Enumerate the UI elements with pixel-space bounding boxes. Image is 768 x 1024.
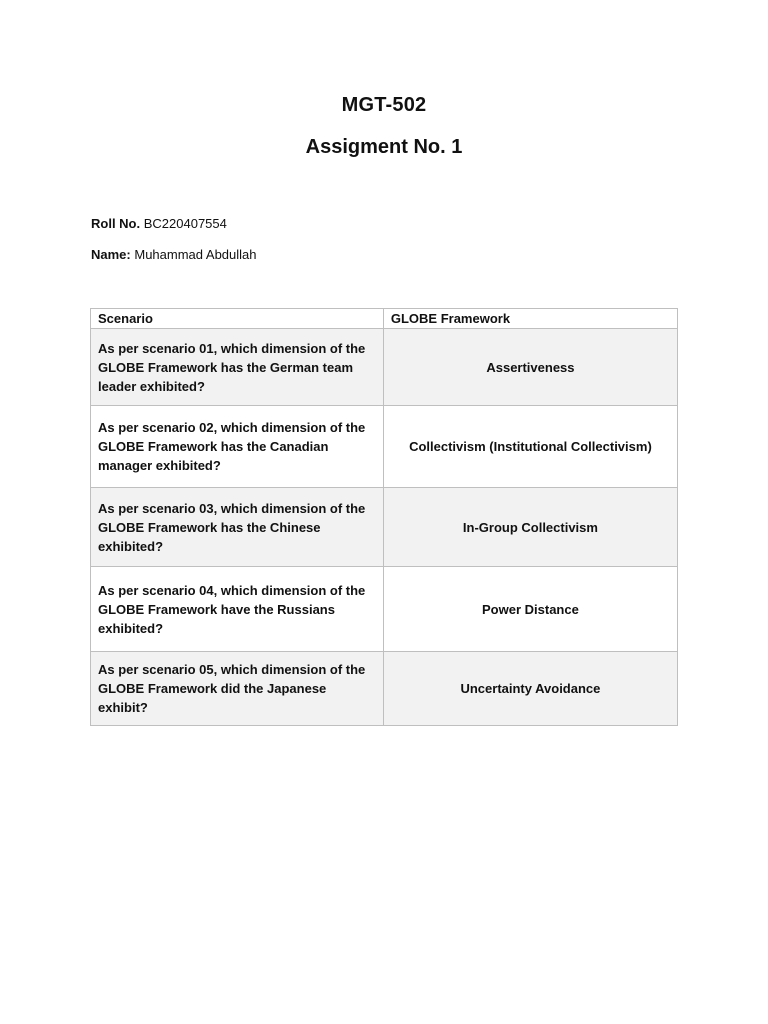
header-globe-framework: GLOBE Framework xyxy=(383,309,677,329)
table-row xyxy=(91,488,678,567)
table-row xyxy=(91,652,678,726)
table-row xyxy=(91,329,678,406)
table-row xyxy=(91,406,678,488)
assignment-title: Assigment No. 1 xyxy=(305,136,463,158)
course-code: MGT-502 xyxy=(341,94,427,116)
answer-cell: Collectivism (Institutional Collectivism) xyxy=(383,406,677,488)
roll-number-label: Roll No. xyxy=(91,216,141,231)
table-header-row xyxy=(91,309,678,329)
scenario-cell: As per scenario 03, which dimension of the GLOBE Framework has the Chinese exhibited? xyxy=(91,488,384,567)
answer-cell: Assertiveness xyxy=(383,329,677,406)
answer-cell: In-Group Collectivism xyxy=(383,488,677,567)
student-name-value: Muhammad Abdullah xyxy=(134,247,257,262)
roll-number-line xyxy=(91,216,227,231)
scenario-cell: As per scenario 02, which dimension of the GLOBE Framework has the Canadian manager exhibited? xyxy=(91,406,384,488)
answer-cell: Uncertainty Avoidance xyxy=(383,652,677,726)
header-scenario: Scenario xyxy=(91,309,384,329)
scenario-cell: As per scenario 04, which dimension of the GLOBE Framework have the Russians exhibited? xyxy=(91,567,384,652)
scenario-table xyxy=(90,308,678,726)
answer-cell: Power Distance xyxy=(383,567,677,652)
student-name-line xyxy=(91,247,257,262)
roll-number-value: BC220407554 xyxy=(143,216,227,231)
table-row xyxy=(91,567,678,652)
student-name-label: Name: xyxy=(91,247,131,262)
scenario-cell: As per scenario 05, which dimension of the GLOBE Framework did the Japanese exhibit? xyxy=(91,652,384,726)
scenario-cell: As per scenario 01, which dimension of the GLOBE Framework has the German team leader exhibited? xyxy=(91,329,384,406)
